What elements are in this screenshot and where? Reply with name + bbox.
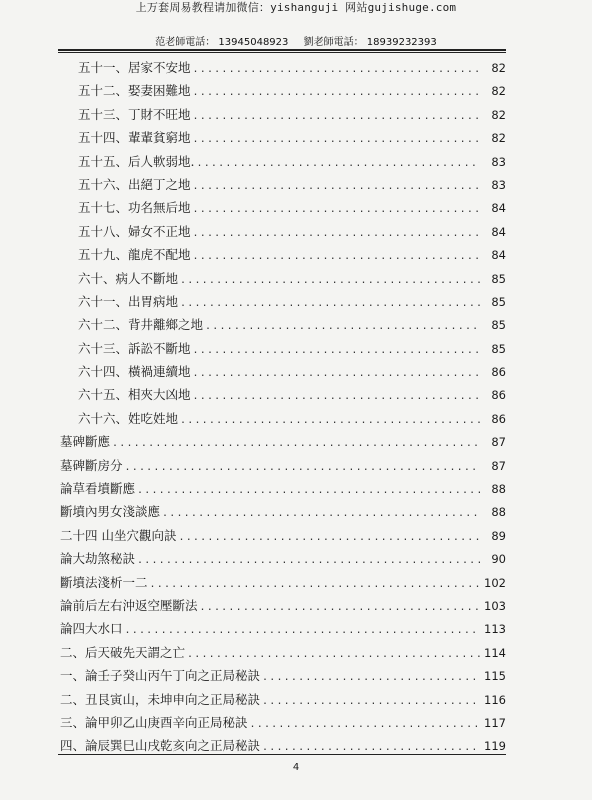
- toc-entry-page: 82: [491, 61, 506, 75]
- dot-leader: [178, 526, 480, 549]
- toc-entry-page: 82: [491, 131, 506, 146]
- toc-entry-title: 一、論壬子癸山丙午丁向之正局秘訣: [60, 668, 261, 684]
- toc-entry: [60, 547, 506, 570]
- toc-entry: [60, 290, 506, 313]
- toc-entry: [60, 477, 506, 500]
- toc-entry-title: 斷墳法淺析一二: [60, 574, 148, 590]
- toc-entry-title: 六十四、橫禍連續地: [78, 364, 191, 380]
- toc-entry-page: 116: [484, 692, 506, 707]
- toc-entry-page: 85: [491, 271, 506, 286]
- toc-entry-page: 103: [484, 598, 506, 613]
- toc-entry-page: 90: [491, 552, 506, 567]
- toc-entry: [60, 150, 506, 173]
- toc-entry-title: 六十三、訴訟不斷地: [78, 340, 191, 356]
- footer-rule: [58, 754, 506, 755]
- toc-entry-page: 117: [484, 715, 506, 730]
- toc-entry: [60, 594, 506, 617]
- toc-entry: [60, 524, 506, 547]
- toc-entry-page: 83: [491, 177, 506, 192]
- toc-entry-title: 五十三、丁財不旺地: [78, 106, 191, 122]
- toc-entry-title: 二十四 山坐穴觀向訣: [60, 527, 177, 543]
- toc-entry-page: 87: [491, 435, 506, 450]
- toc-entry-page: 83: [491, 154, 506, 169]
- toc-entry-page: 85: [491, 294, 506, 309]
- toc-entry: [60, 313, 506, 336]
- toc-entry-page: 89: [491, 528, 506, 543]
- toc-entry: [60, 383, 506, 406]
- dot-leader: [262, 736, 480, 759]
- dot-leader: [193, 81, 480, 104]
- dot-leader: [193, 198, 480, 221]
- toc-entry-title: 五十五、后人軟弱地.: [78, 153, 195, 169]
- toc-entry-page: 85: [491, 341, 506, 356]
- header-rule: [58, 49, 506, 51]
- toc-entry: [60, 360, 506, 383]
- dot-leader: [193, 362, 480, 385]
- toc-entry-title: 墓碑斷房分: [60, 457, 123, 473]
- toc-entry-title: 論四大水口: [60, 621, 123, 637]
- toc-entry: [60, 617, 506, 640]
- dot-leader: [250, 713, 480, 736]
- dot-leader: [193, 385, 480, 408]
- toc-entry: [60, 103, 506, 126]
- dot-leader: [180, 292, 480, 315]
- table-of-contents: [60, 56, 506, 758]
- dot-leader: [196, 152, 480, 175]
- toc-entry-page: 119: [484, 739, 506, 754]
- toc-entry: [60, 220, 506, 243]
- toc-entry: [60, 571, 506, 594]
- toc-entry-title: 五十二、娶妻困難地: [78, 83, 191, 99]
- toc-entry-title: 五十一、居家不安地: [78, 60, 191, 75]
- toc-entry-title: 五十六、出絕丁之地: [78, 176, 191, 192]
- toc-entry: [60, 688, 506, 711]
- toc-entry-page: 82: [491, 107, 506, 122]
- dot-leader: [193, 175, 480, 198]
- toc-entry-title: 斷墳內男女淺談應: [60, 504, 161, 520]
- dot-leader: [162, 502, 480, 525]
- toc-entry-title: 五十四、輩輩貧窮地: [78, 130, 191, 146]
- toc-entry-title: 墓碑斷應: [60, 434, 111, 450]
- dot-leader: [262, 690, 480, 713]
- toc-entry: [60, 430, 506, 453]
- toc-entry-title: 三、論甲卯乙山庚酉辛向正局秘訣: [60, 714, 248, 730]
- dot-leader: [150, 573, 480, 596]
- toc-entry: [60, 56, 506, 79]
- dot-leader: [193, 105, 480, 128]
- toc-entry-page: 88: [491, 482, 506, 497]
- page-number: 4: [292, 762, 300, 773]
- dot-leader: [193, 245, 480, 268]
- dot-leader: [193, 58, 480, 81]
- dot-leader: [193, 222, 480, 245]
- dot-leader: [137, 479, 480, 502]
- toc-entry-page: 84: [491, 248, 506, 263]
- toc-entry: [60, 196, 506, 219]
- toc-entry: [60, 664, 506, 687]
- phone-fan: 范老師電話： 13945048923: [155, 37, 289, 48]
- toc-entry-page: 86: [491, 411, 506, 426]
- toc-entry-title: 六十六、姓吃姓地: [78, 410, 179, 426]
- toc-entry-page: 102: [484, 575, 506, 590]
- toc-entry: [60, 641, 506, 664]
- phone-liu: 劉老師電話： 18939232393: [303, 37, 437, 48]
- toc-entry-title: 五十七、功名無后地: [78, 200, 191, 216]
- site-banner: 上万套周易教程请加微信：yishanguji 网站gujishuge.com: [135, 1, 457, 14]
- toc-entry: [60, 454, 506, 477]
- toc-entry: [60, 711, 506, 734]
- toc-entry-page: 113: [484, 622, 506, 637]
- dot-leader: [180, 409, 480, 432]
- dot-leader: [125, 456, 480, 479]
- dot-leader: [193, 339, 480, 362]
- toc-entry-title: 論前后左右沖返空壓斷法: [60, 597, 198, 613]
- toc-entry-title: 六十一、出胃病地: [78, 293, 179, 309]
- toc-entry-page: 85: [491, 318, 506, 333]
- toc-entry-title: 論草看墳斷應: [60, 481, 136, 497]
- toc-entry-title: 二、后天破先天謂之亡: [60, 644, 186, 660]
- toc-entry: [60, 500, 506, 523]
- toc-entry-title: 二、丑艮寅山，未坤申向之正局秘訣: [60, 691, 261, 707]
- dot-leader: [112, 432, 480, 455]
- toc-entry-page: 87: [491, 458, 506, 473]
- toc-entry: [60, 243, 506, 266]
- header-rule-thin: [58, 52, 506, 53]
- toc-entry-page: 88: [491, 505, 506, 520]
- toc-entry-title: 六十二、背井離鄉之地: [78, 317, 204, 333]
- toc-entry: [60, 126, 506, 149]
- dot-leader: [200, 596, 480, 619]
- toc-entry-page: 114: [484, 645, 506, 660]
- dot-leader: [187, 643, 480, 666]
- toc-entry-page: 84: [491, 201, 506, 216]
- toc-entry: [60, 337, 506, 360]
- dot-leader: [262, 666, 480, 689]
- toc-entry-title: 五十九、龍虎不配地: [78, 247, 191, 263]
- toc-entry-title: 四、論辰巽巳山戌乾亥向之正局秘訣: [60, 738, 261, 754]
- toc-entry-title: 五十八、婦女不正地: [78, 223, 191, 239]
- dot-leader: [180, 269, 480, 292]
- toc-entry-page: 82: [491, 84, 506, 99]
- toc-entry-title: 六十、病人不斷地: [78, 270, 179, 286]
- toc-entry-page: 86: [491, 388, 506, 403]
- toc-entry-title: 論大劫煞秘訣: [60, 551, 136, 567]
- toc-entry-page: 115: [484, 669, 506, 684]
- toc-entry-title: 六十五、相夾大凶地: [78, 387, 191, 403]
- dot-leader: [193, 128, 480, 151]
- toc-entry-page: 84: [491, 224, 506, 239]
- toc-entry: [60, 173, 506, 196]
- phone-header: [0, 33, 592, 48]
- dot-leader: [205, 315, 480, 338]
- toc-entry: [60, 79, 506, 102]
- toc-entry: [60, 407, 506, 430]
- toc-entry-page: 86: [491, 365, 506, 380]
- toc-entry: [60, 267, 506, 290]
- dot-leader: [137, 549, 480, 572]
- dot-leader: [125, 619, 480, 642]
